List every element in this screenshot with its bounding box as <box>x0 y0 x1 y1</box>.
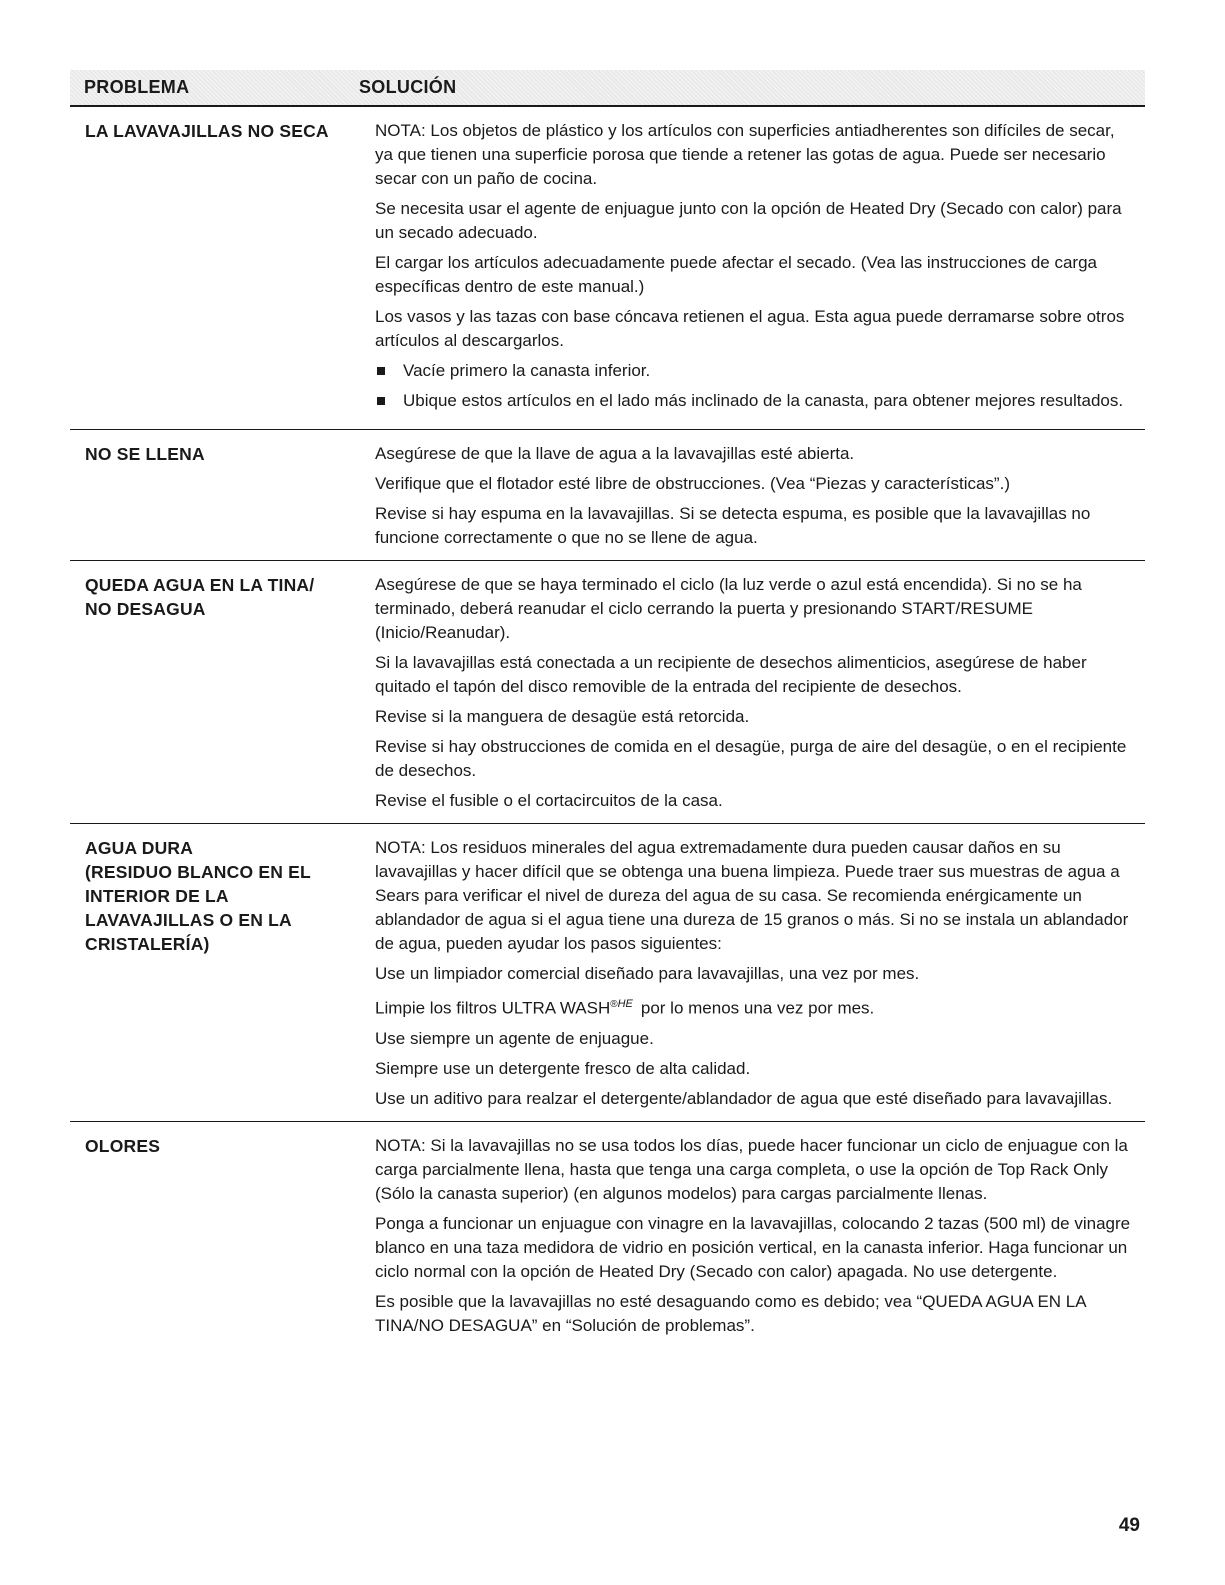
bullet-square-icon <box>377 367 385 375</box>
problem-row-queda-agua <box>70 561 1145 824</box>
problem-title: LA LAVAVAJILLAS NO SECA <box>85 121 329 141</box>
solution-paragraph: Asegúrese de que la llave de agua a la lavavajillas esté abierta. <box>375 444 855 463</box>
bullet-item <box>375 359 1133 383</box>
bullet-square-icon <box>377 397 385 405</box>
solution-paragraph: Asegúrese de que se haya terminado el ciclo (la luz verde o azul está encendida). Si no se ha terminado, deberá reanudar el ciclo cerrando la puerta y presionando START/RESUME (Inicio/Reanudar). <box>375 575 1082 642</box>
solution-paragraph: Verifique que el flotador esté libre de obstrucciones. (Vea “Piezas y características”.) <box>375 474 1010 493</box>
solution-cell <box>375 836 1145 1111</box>
solution-cell <box>375 119 1145 419</box>
header-problem: PROBLEMA <box>84 77 190 97</box>
solution-paragraph: Revise si la manguera de desagüe está retorcida. <box>375 707 750 726</box>
solution-paragraph: Use un limpiador comercial diseñado para lavavajillas, una vez por mes. <box>375 964 920 983</box>
solution-cell <box>375 1134 1145 1338</box>
troubleshooting-table <box>70 70 1145 1348</box>
bullet-item <box>375 389 1133 413</box>
registered-mark: ® <box>610 999 618 1010</box>
solution-paragraph: Los vasos y las tazas con base cóncava retienen el agua. Esta agua puede derramarse sobre otros artículos al descargarlos. <box>375 307 1125 350</box>
problem-row-olores <box>70 1122 1145 1348</box>
filter-text-before: Limpie los filtros ULTRA WASH <box>375 998 611 1018</box>
problem-row-no-llena <box>70 430 1145 561</box>
solution-paragraph: Siempre use un detergente fresco de alta calidad. <box>375 1058 751 1078</box>
solution-paragraph: Revise si hay obstrucciones de comida en el desagüe, purga de aire del desagüe, o en el recipiente de desechos. <box>375 737 1127 780</box>
solution-paragraph: Revise el fusible o el cortacircuitos de la casa. <box>375 791 723 810</box>
problem-title: OLORES <box>85 1135 161 1156</box>
solution-paragraph: NOTA: Los residuos minerales del agua extremadamente dura pueden causar daños en su lavavajillas y hacer difícil que se obtenga una buena limpieza. Puede traer sus muestras de agua a Sears para verificar el nivel de dureza del agua de su casa. Se recomienda enérgicamente un ablandador de agua si el agua tiene una dureza de 15 granos o más. Si no se instala un ablandador de agua, pueden ayudar los pasos siguientes: <box>375 838 1129 953</box>
solution-paragraph: Se necesita usar el agente de enjuague junto con la opción de Heated Dry (Secado con calor) para un secado adecuado. <box>375 199 1122 242</box>
solution-paragraph: El cargar los artículos adecuadamente puede afectar el secado. (Vea las instrucciones de carga específicas dentro de este manual.) <box>375 253 1097 296</box>
solution-cell <box>375 573 1145 813</box>
problem-row-no-seca <box>70 107 1145 430</box>
solution-paragraph: Use siempre un agente de enjuague. <box>375 1028 654 1048</box>
table-header <box>70 70 1145 107</box>
solution-paragraph: Si la lavavajillas está conectada a un recipiente de desechos alimenticios, asegúrese de haber quitado el tapón del disco removible de la entrada del recipiente de desechos. <box>375 653 1087 696</box>
bullet-text: Ubique estos artículos en el lado más inclinado de la canasta, para obtener mejores resultados. <box>403 391 1124 410</box>
problem-row-agua-dura <box>70 824 1145 1122</box>
problem-title: QUEDA AGUA EN LA TINA/ NO DESAGUA <box>85 575 315 619</box>
header-solution: SOLUCIÓN <box>359 77 457 97</box>
filter-text-after: por lo menos una vez por mes. <box>640 998 875 1018</box>
solution-paragraph: Es posible que la lavavajillas no esté desaguando como es debido; vea “QUEDA AGUA EN LA TINA/NO DESAGUA” en “Solución de problemas”. <box>375 1291 1086 1335</box>
solution-paragraph: Use un aditivo para realzar el detergente/ablandador de agua que esté diseñado para lavavajillas. <box>375 1088 1113 1108</box>
filter-paragraph <box>375 992 1133 1021</box>
page-number: 49 <box>1118 1515 1140 1536</box>
solution-cell <box>375 442 1145 550</box>
solution-paragraph: Revise si hay espuma en la lavavajillas. Si se detecta espuma, es posible que la lavavajillas no funcione correctamente o que no se llene de agua. <box>375 504 1091 547</box>
solution-paragraph: NOTA: Los objetos de plástico y los artículos con superficies antiadherentes son difíciles de secar, ya que tienen una superficie porosa que tiende a retener las gotas de agua. Puede ser necesario secar con un paño de cocina. <box>375 121 1115 188</box>
problem-title: AGUA DURA (RESIDUO BLANCO EN EL INTERIOR DE LA LAVAVAJILLAS O EN LA CRISTALERÍA) <box>85 838 311 954</box>
solution-paragraph: NOTA: Si la lavavajillas no se usa todos los días, puede hacer funcionar un ciclo de enjuague con la carga parcialmente llena, hasta que tenga una carga completa, o use la opción de Top Rack Only (Sólo la canasta superior) (en algunos modelos) para cargas parcialmente llenas. <box>375 1135 1128 1203</box>
problem-title: NO SE LLENA <box>85 444 205 464</box>
solution-paragraph: Ponga a funcionar un enjuague con vinagre en la lavavajillas, colocando 2 tazas (500 ml) de vinagre blanco en una taza medidora de vidrio en posición vertical, en la canasta inferior. Haga funcionar un ciclo normal con la opción de Heated Dry (Secado con calor) apagada. No use detergente. <box>375 1213 1131 1281</box>
bullet-text: Vacíe primero la canasta inferior. <box>403 361 651 380</box>
he-logo-text: HE <box>617 998 633 1010</box>
